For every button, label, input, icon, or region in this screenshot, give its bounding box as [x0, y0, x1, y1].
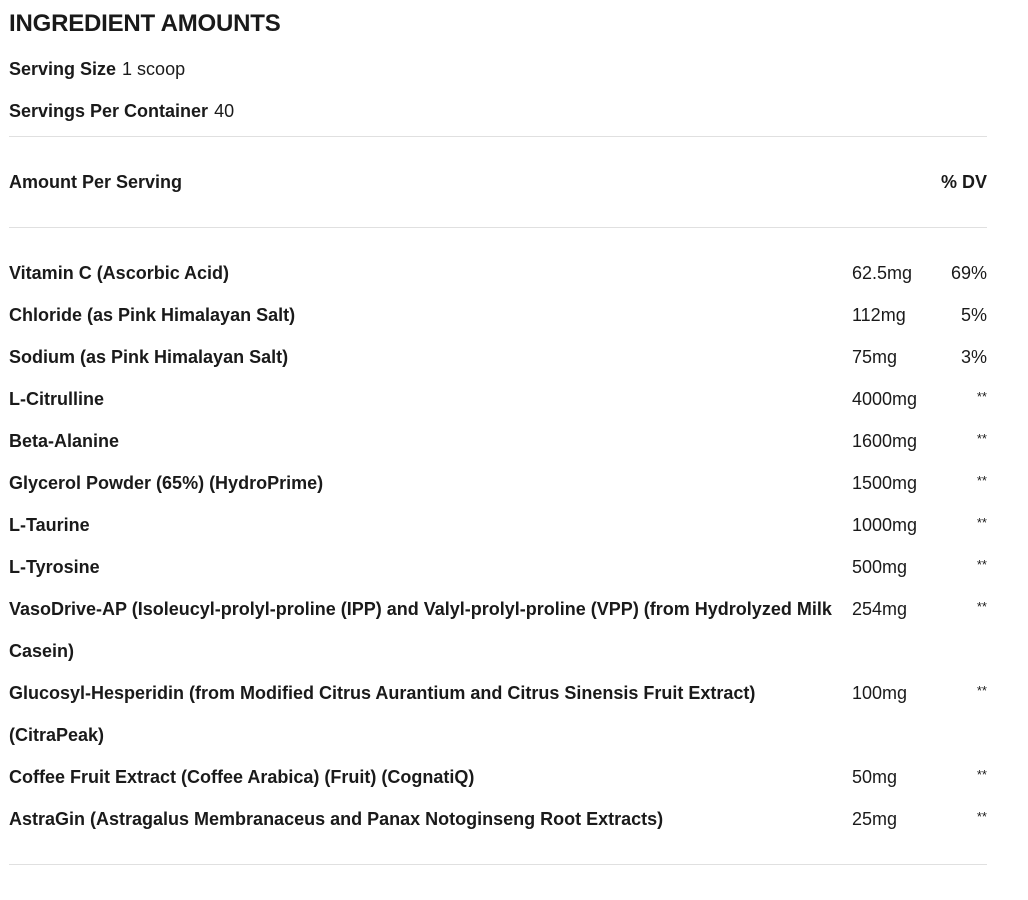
ingredient-amount: 25mg: [852, 809, 898, 829]
divider: [9, 864, 987, 865]
ingredient-amount: 62.5mg: [852, 263, 913, 283]
ingredient-name: L-Tyrosine: [9, 557, 100, 577]
ingredient-name: Vitamin C (Ascorbic Acid): [9, 263, 230, 283]
ingredient-row: [9, 504, 987, 546]
ingredient-dv: **: [976, 473, 987, 488]
ingredient-dv: **: [976, 767, 987, 782]
ingredient-dv: **: [976, 557, 987, 572]
ingredient-amount: 254mg: [852, 599, 908, 619]
servings-per-container-value: 40: [214, 101, 235, 121]
ingredient-dv: 3%: [960, 347, 987, 367]
ingredient-row: [9, 336, 987, 378]
ingredient-name: AstraGin (Astragalus Membranaceus and Panax Notoginseng Root Extracts): [9, 809, 664, 829]
ingredient-row: [9, 252, 987, 294]
ingredient-dv: **: [976, 389, 987, 404]
ingredient-amount: 1500mg: [852, 473, 918, 493]
amount-per-serving-label: Amount Per Serving: [9, 171, 183, 192]
ingredient-name: L-Taurine: [9, 515, 90, 535]
ingredient-name: Glucosyl-Hesperidin (from Modified Citrus Aurantium and Citrus Sinensis Fruit Extract) (CitraPeak): [9, 683, 756, 745]
ingredient-name: Chloride (as Pink Himalayan Salt): [9, 305, 296, 325]
ingredient-amount: 75mg: [852, 347, 898, 367]
ingredient-dv: **: [976, 683, 987, 698]
ingredient-row: [9, 588, 987, 672]
section-title: INGREDIENT AMOUNTS: [9, 10, 281, 37]
table-header: [9, 137, 987, 227]
ingredient-dv: 5%: [960, 305, 987, 325]
ingredient-name: Glycerol Powder (65%) (HydroPrime): [9, 473, 324, 493]
serving-size-label: Serving Size: [9, 59, 117, 79]
ingredient-name: Beta-Alanine: [9, 431, 120, 451]
ingredient-dv: 69%: [950, 263, 987, 283]
ingredient-list: [9, 228, 987, 864]
ingredient-name: Coffee Fruit Extract (Coffee Arabica) (Fruit) (CognatiQ): [9, 767, 475, 787]
ingredient-dv: **: [976, 431, 987, 446]
ingredient-row: [9, 378, 987, 420]
ingredient-dv: **: [976, 599, 987, 614]
ingredient-row: [9, 546, 987, 588]
ingredient-name: VasoDrive-AP (Isoleucyl-prolyl-proline (IPP) and Valyl-prolyl-proline (VPP) (from Hydrolyzed Milk Casein): [9, 599, 832, 661]
serving-size-row: [9, 48, 987, 90]
ingredient-amount: 1600mg: [852, 431, 918, 451]
ingredient-dv: **: [976, 809, 987, 824]
ingredient-amount: 50mg: [852, 767, 898, 787]
ingredient-row: [9, 294, 987, 336]
ingredient-name: L-Citrulline: [9, 389, 104, 409]
servings-per-container-row: [9, 90, 987, 132]
ingredient-row: [9, 420, 987, 462]
ingredient-name: Sodium (as Pink Himalayan Salt): [9, 347, 289, 367]
ingredient-dv: **: [976, 515, 987, 530]
ingredient-amount: 112mg: [852, 305, 906, 325]
ingredient-row: [9, 462, 987, 504]
ingredient-amount: 4000mg: [852, 389, 918, 409]
serving-size-value: 1 scoop: [122, 59, 186, 79]
dv-header-label: % DV: [940, 171, 987, 192]
ingredient-amount: 500mg: [852, 557, 908, 577]
ingredient-amount: 100mg: [852, 683, 908, 703]
ingredient-row: [9, 756, 987, 798]
servings-per-container-label: Servings Per Container: [9, 101, 209, 121]
ingredient-row: [9, 798, 987, 840]
ingredient-amount: 1000mg: [852, 515, 918, 535]
ingredient-row: [9, 672, 987, 756]
